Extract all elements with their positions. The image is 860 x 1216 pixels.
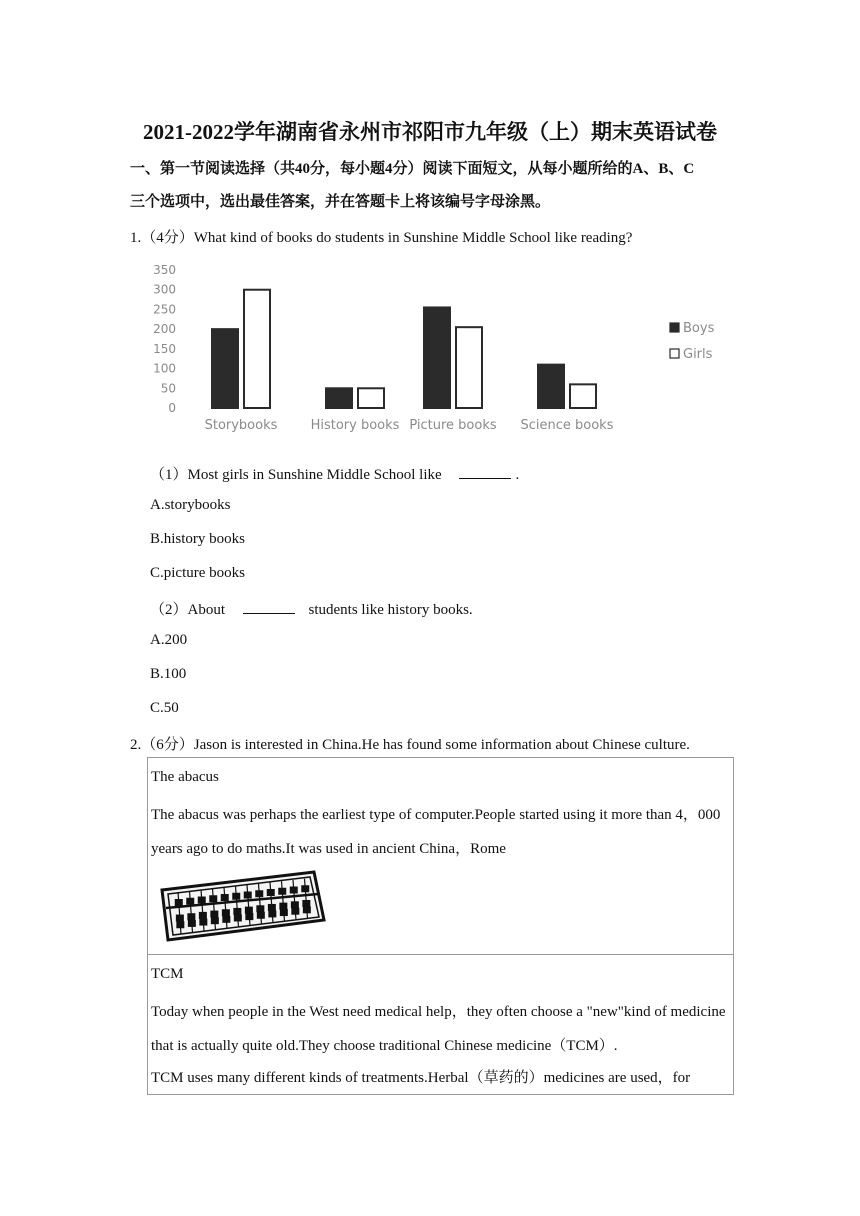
book-preference-bar-chart bbox=[140, 255, 730, 445]
legend-swatch bbox=[670, 323, 679, 332]
y-tick-label: 300 bbox=[153, 282, 176, 297]
y-axis-ticks bbox=[153, 263, 176, 415]
y-tick-label: 150 bbox=[153, 341, 176, 356]
bar-girls-0 bbox=[244, 290, 270, 408]
option-2b: B.100 bbox=[150, 666, 187, 682]
y-tick-label: 0 bbox=[168, 401, 176, 415]
culture-info-table bbox=[147, 757, 734, 1095]
bar-boys-2 bbox=[424, 307, 450, 408]
y-tick-label: 200 bbox=[153, 322, 176, 337]
legend-label: Boys bbox=[683, 321, 715, 336]
option-1a: A.storybooks bbox=[150, 497, 231, 513]
answer-blank-2 bbox=[243, 601, 295, 614]
bar-boys-0 bbox=[212, 329, 238, 408]
bar-girls-2 bbox=[456, 327, 482, 408]
sub-question-1-prefix: （1）Most girls in Sunshine Middle School like bbox=[150, 467, 442, 483]
x-tick-label: Picture books bbox=[409, 418, 497, 433]
question-2-stem: 2.（6分）Jason is interested in China.He has found some information about Chinese culture. bbox=[130, 737, 690, 753]
legend-swatch bbox=[670, 349, 679, 358]
abacus-cell bbox=[148, 758, 733, 955]
option-2a: A.200 bbox=[150, 632, 188, 648]
bar-boys-1 bbox=[326, 388, 352, 408]
x-tick-label: Storybooks bbox=[204, 418, 278, 433]
sub-question-2-suffix: students like history books. bbox=[308, 602, 473, 618]
tcm-cell bbox=[148, 955, 733, 1094]
tcm-text-line2: that is actually quite old.They choose traditional Chinese medicine（TCM）. bbox=[151, 1038, 618, 1054]
sub-question-1-suffix: . bbox=[515, 467, 520, 483]
y-tick-label: 250 bbox=[153, 302, 176, 317]
x-axis-labels bbox=[205, 418, 614, 433]
sub-question-2 bbox=[150, 598, 473, 619]
option-2c: C.50 bbox=[150, 700, 179, 716]
bar-girls-3 bbox=[570, 384, 596, 408]
tcm-text-line1: Today when people in the West need medical help，they often choose a "new"kind of medicine bbox=[151, 1004, 726, 1020]
legend-label: Girls bbox=[683, 347, 713, 362]
bar-boys-3 bbox=[538, 365, 564, 408]
abacus-text-line1: The abacus was perhaps the earliest type of computer.People started using it more than 4，000 bbox=[151, 807, 721, 823]
abacus-text-line2: years ago to do maths.It was used in ancient China，Rome bbox=[151, 841, 506, 857]
y-tick-label: 350 bbox=[153, 263, 176, 277]
answer-blank-1 bbox=[459, 466, 511, 479]
abacus-heading: The abacus bbox=[151, 769, 219, 785]
y-tick-label: 100 bbox=[153, 361, 176, 376]
option-1b: B.history books bbox=[150, 531, 246, 547]
section-instruction-line2: 三个选项中，选出最佳答案，并在答题卡上将该编号字母涂黑。 bbox=[130, 194, 551, 210]
section-instruction-line1: 一、第一节阅读选择（共40分，每小题4分）阅读下面短文，从每小题所给的A、B、C bbox=[130, 161, 695, 177]
exam-title: 2021-2022学年湖南省永州市祁阳市九年级（上）期末英语试卷 bbox=[143, 120, 717, 144]
abacus-illustration bbox=[154, 868, 326, 942]
tcm-heading: TCM bbox=[151, 966, 184, 982]
x-tick-label: Science books bbox=[520, 418, 614, 433]
tcm-text-line3: TCM uses many different kinds of treatments.Herbal（草药的）medicines are used，for bbox=[151, 1070, 691, 1086]
sub-question-2-prefix: （2）About bbox=[150, 602, 226, 618]
y-tick-label: 50 bbox=[160, 381, 176, 396]
x-tick-label: History books bbox=[310, 418, 400, 433]
bars bbox=[212, 290, 596, 408]
chart-legend bbox=[670, 321, 715, 362]
option-1c: C.picture books bbox=[150, 565, 245, 581]
question-1-stem: 1.（4分）What kind of books do students in Sunshine Middle School like reading? bbox=[130, 230, 633, 246]
sub-question-1 bbox=[150, 463, 519, 484]
bar-girls-1 bbox=[358, 388, 384, 408]
